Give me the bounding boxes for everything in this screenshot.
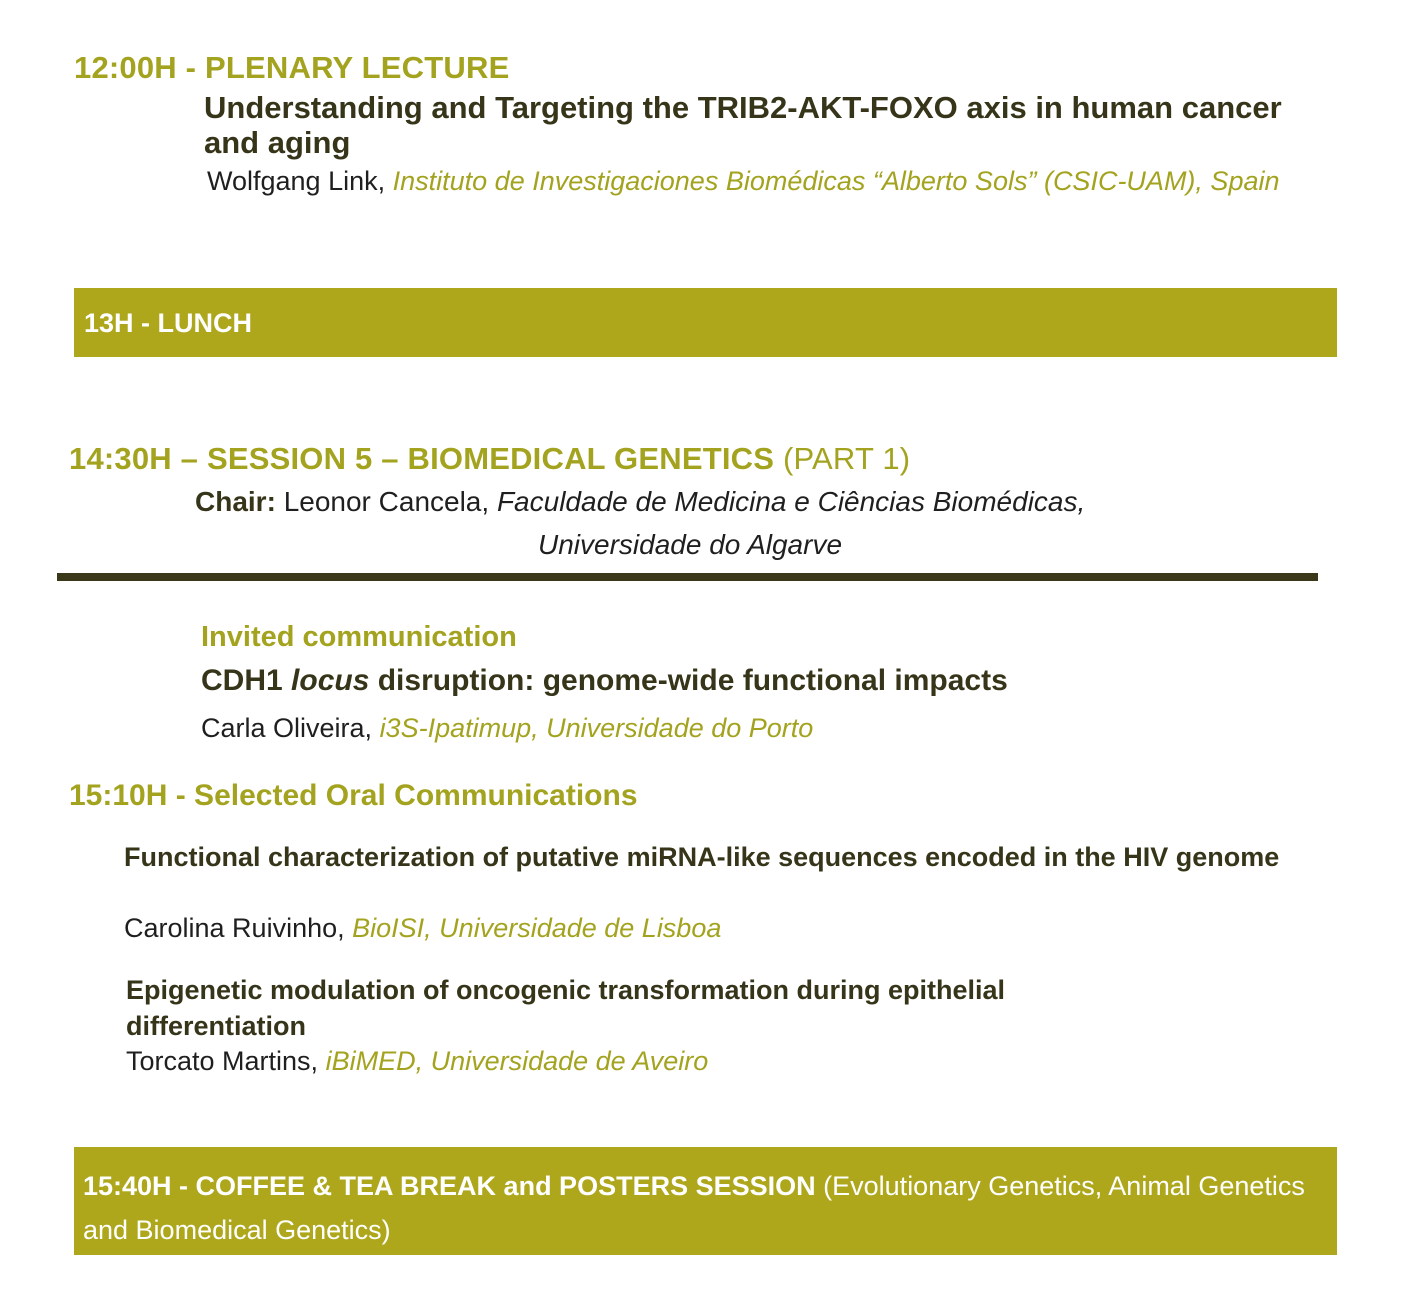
invited-talk-title bbox=[201, 663, 1321, 698]
lunch-label: 13H - LUNCH bbox=[84, 308, 253, 338]
plenary-time-heading: 12:00H - PLENARY LECTURE bbox=[74, 50, 510, 85]
session5-chair-label: Chair: bbox=[195, 486, 276, 517]
invited-title-prefix: CDH1 bbox=[201, 664, 283, 697]
plenary-speaker-name: Wolfgang Link bbox=[207, 166, 378, 196]
oral-1-speaker-name: Carolina Ruivinho, bbox=[124, 913, 345, 943]
plenary-speaker-affiliation: Instituto de Investigaciones Biomédicas “Alberto Sols” (CSIC-UAM), Spain bbox=[392, 166, 1280, 196]
coffee-text bbox=[83, 1164, 1328, 1252]
invited-label: Invited communication bbox=[201, 621, 517, 653]
orals-time-heading: 15:10H - Selected Oral Communications bbox=[69, 779, 638, 812]
oral-1-speaker-line bbox=[124, 910, 721, 946]
session5-time-label: 14:30H – SESSION 5 – BIOMEDICAL GENETICS bbox=[69, 441, 775, 476]
lunch-band bbox=[74, 288, 1337, 357]
session5-chair-affiliation-2: Universidade do Algarve bbox=[538, 529, 843, 560]
plenary-talk-title: Understanding and Targeting the TRIB2-AKT-FOXO axis in human cancer and aging bbox=[204, 90, 1282, 160]
invited-speaker-name: Carla Oliveira, bbox=[201, 713, 373, 743]
oral-2-speaker-affiliation: iBiMED, Universidade de Aveiro bbox=[325, 1046, 709, 1076]
oral-2-speaker-name: Torcato Martins, bbox=[126, 1046, 319, 1076]
oral-1-speaker-affiliation: BioISI, Universidade de Lisboa bbox=[352, 913, 722, 943]
session5-chair-line bbox=[195, 484, 1295, 520]
session5-heading bbox=[69, 441, 910, 477]
invited-title-suffix: disruption: genome-wide functional impacts bbox=[377, 664, 1008, 697]
coffee-details: (Evolutionary Genetics, Animal Genetics and Biomedical Genetics) bbox=[83, 1171, 1305, 1245]
coffee-band bbox=[74, 1147, 1337, 1255]
invited-title-italic: locus bbox=[291, 664, 370, 697]
coffee-label: 15:40H - COFFEE & TEA BREAK and POSTERS SESSION bbox=[83, 1171, 816, 1201]
invited-speaker-affiliation: i3S-Ipatimup, Universidade do Porto bbox=[379, 713, 814, 743]
plenary-speaker-line: Wolfgang Link, Instituto de Investigaciones Biomédicas “Alberto Sols” (CSIC-UAM), Spain bbox=[207, 166, 1280, 196]
session5-chair-affiliation-1: Faculdade de Medicina e Ciências Biomédicas, bbox=[496, 486, 1086, 517]
session5-part: (PART 1) bbox=[782, 441, 911, 476]
session5-chair-name: Leonor Cancela, bbox=[283, 486, 490, 517]
session-divider-rule bbox=[57, 573, 1318, 581]
invited-speaker-line bbox=[201, 710, 813, 746]
oral-2-speaker-line bbox=[126, 1043, 708, 1079]
oral-2-title: Epigenetic modulation of oncogenic transformation during epithelial differentiation bbox=[126, 975, 1006, 1041]
oral-1-title: Functional characterization of putative miRNA-like sequences encoded in the HIV genome bbox=[124, 842, 1280, 872]
